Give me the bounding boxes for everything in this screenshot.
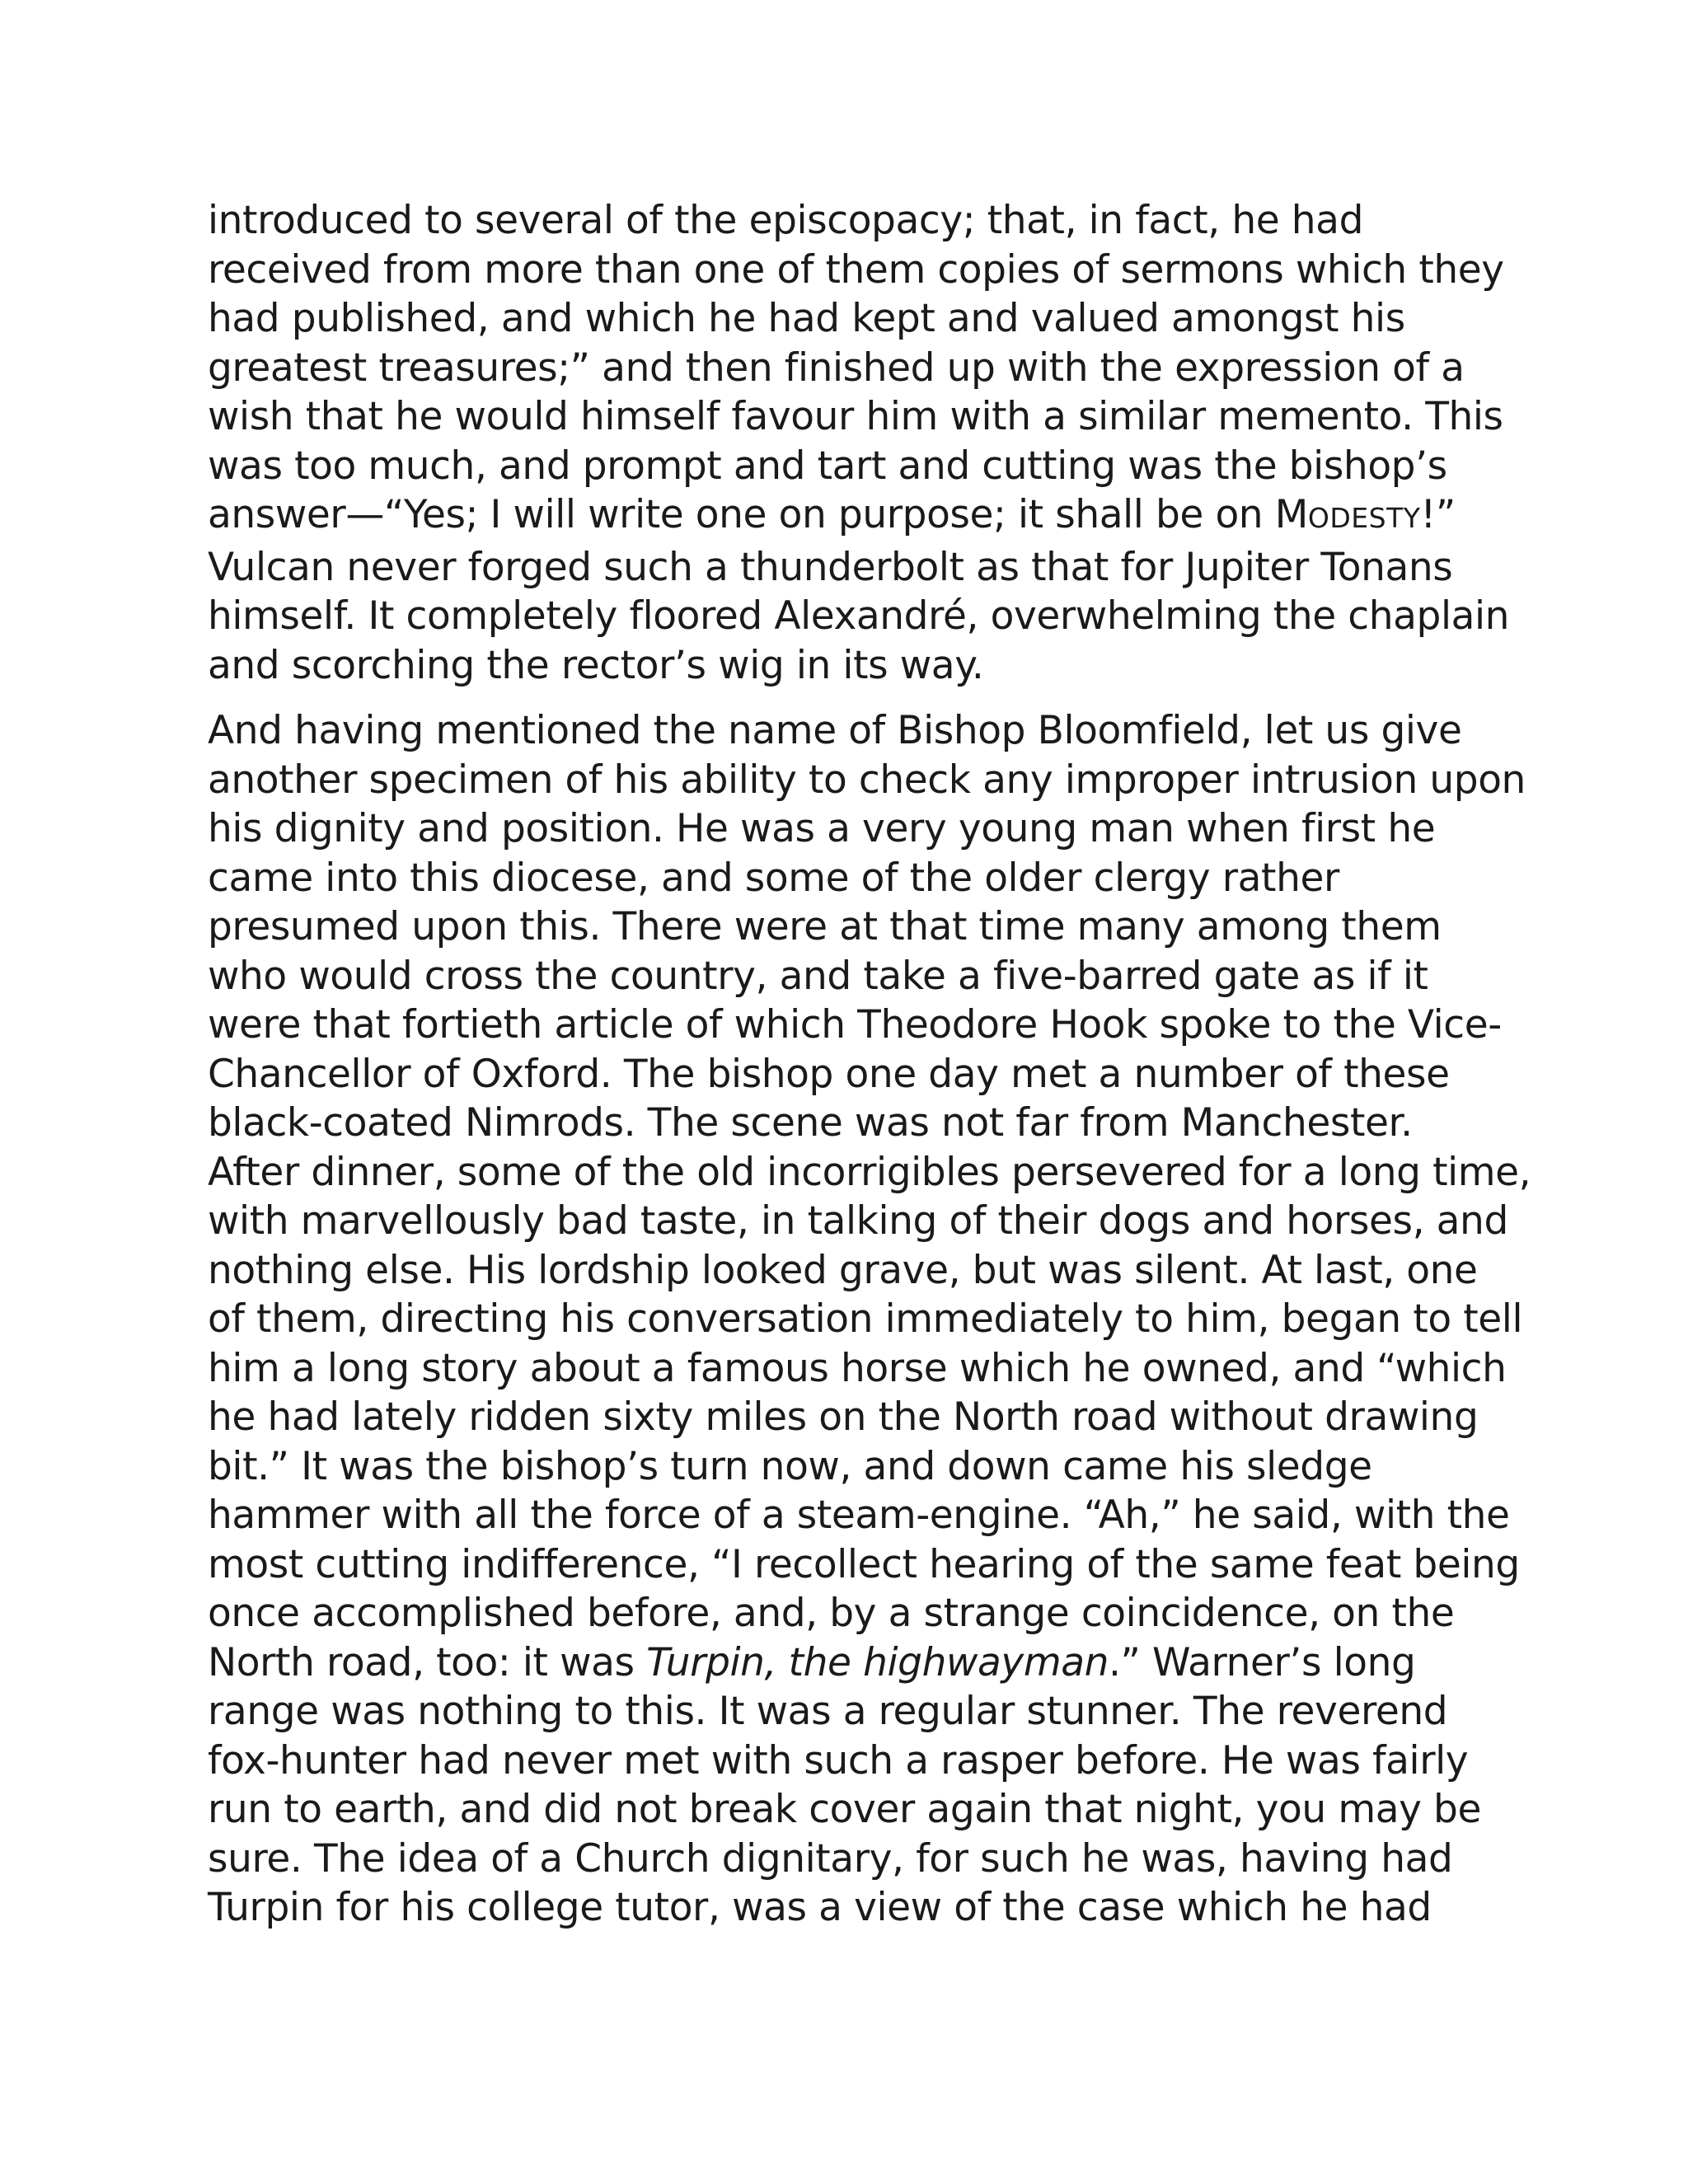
text-line: Chancellor of Oxford. The bishop one day met a number of these xyxy=(208,1051,1450,1097)
text-line: himself. It completely floored Alexandré, overwhelming the chaplain xyxy=(208,593,1510,639)
text-segment: answer—“Yes; I will write one on purpose; it shall be on xyxy=(208,492,1275,537)
text-line: black-coated Nimrods. The scene was not far from Manchester. xyxy=(208,1100,1413,1146)
italic-text: Turpin, the highwayman xyxy=(646,1639,1109,1685)
text-line: nothing else. His lordship looked grave, but was silent. At last, one xyxy=(208,1247,1478,1293)
text-line: greatest treasures;” and then finished up with the expression of a xyxy=(208,344,1465,391)
text-line: had published, and which he had kept and valued amongst his xyxy=(208,296,1405,341)
text-line: fox-hunter had never met with such a rasper before. He was fairly xyxy=(208,1737,1469,1783)
text-line: was too much, and prompt and tart and cutting was the bishop’s xyxy=(208,443,1447,489)
text-line: of them, directing his conversation immediately to him, began to tell xyxy=(208,1296,1523,1342)
text-segment: North road, too: it was xyxy=(208,1639,647,1685)
text-line: another specimen of his ability to check any improper intrusion upon xyxy=(208,757,1526,803)
text-line: Turpin for his college tutor, was a view of the case which he had xyxy=(208,1885,1432,1930)
text-segment: .” Warner’s long xyxy=(1109,1639,1416,1685)
text-line: introduced to several of the episcopacy; that, in fact, he had xyxy=(208,198,1363,243)
paragraph-2 xyxy=(208,706,1535,1933)
text-line: his dignity and position. He was a very young man when first he xyxy=(208,806,1436,851)
text-line: most cutting indifference, “I recollect hearing of the same feat being xyxy=(208,1541,1520,1587)
text-line: sure. The idea of a Church dignitary, for such he was, having had xyxy=(208,1835,1453,1882)
text-line: presumed upon this. There were at that time many among them xyxy=(208,904,1442,949)
text-line: After dinner, some of the old incorrigibles persevered for a long time, xyxy=(208,1149,1531,1195)
text-line: And having mentioned the name of Bishop Bloomfield, let us give xyxy=(208,708,1462,753)
text-line: and scorching the rector’s wig in its way. xyxy=(208,642,984,688)
small-caps-initial: M xyxy=(1274,492,1308,537)
text-line: range was nothing to this. It was a regular stunner. The reverend xyxy=(208,1689,1448,1734)
text-line: hammer with all the force of a steam-engine. “Ah,” he said, with the xyxy=(208,1493,1510,1538)
text-line: bit.” It was the bishop’s turn now, and down came his sledge xyxy=(208,1443,1372,1489)
text-line: came into this diocese, and some of the older clergy rather xyxy=(208,855,1339,901)
text-line: run to earth, and did not break cover again that night, you may be xyxy=(208,1787,1482,1832)
text-line: wish that he would himself favour him with a similar memento. This xyxy=(208,394,1503,439)
text-line: him a long story about a famous horse which he owned, and “which xyxy=(208,1345,1507,1391)
text-line: with marvellously bad taste, in talking of their dogs and horses, and xyxy=(208,1198,1508,1244)
text-line: were that fortieth article of which Theodore Hook spoke to the Vice- xyxy=(208,1002,1502,1047)
page-body xyxy=(208,196,1535,1933)
text-line xyxy=(208,1638,1535,1688)
small-caps-rest: ODESTY xyxy=(1307,502,1421,534)
text-line: received from more than one of them copies of sermons which they xyxy=(208,246,1504,293)
text-line xyxy=(208,490,1535,543)
text-line: he had lately ridden sixty miles on the North road without drawing xyxy=(208,1394,1479,1440)
text-segment: !” xyxy=(1420,492,1456,537)
text-line: who would cross the country, and take a five-barred gate as if it xyxy=(208,953,1428,999)
text-line: once accomplished before, and, by a strange coincidence, on the xyxy=(208,1591,1455,1636)
paragraph-1 xyxy=(208,196,1535,690)
text-line: Vulcan never forged such a thunderbolt as that for Jupiter Tonans xyxy=(208,544,1453,590)
